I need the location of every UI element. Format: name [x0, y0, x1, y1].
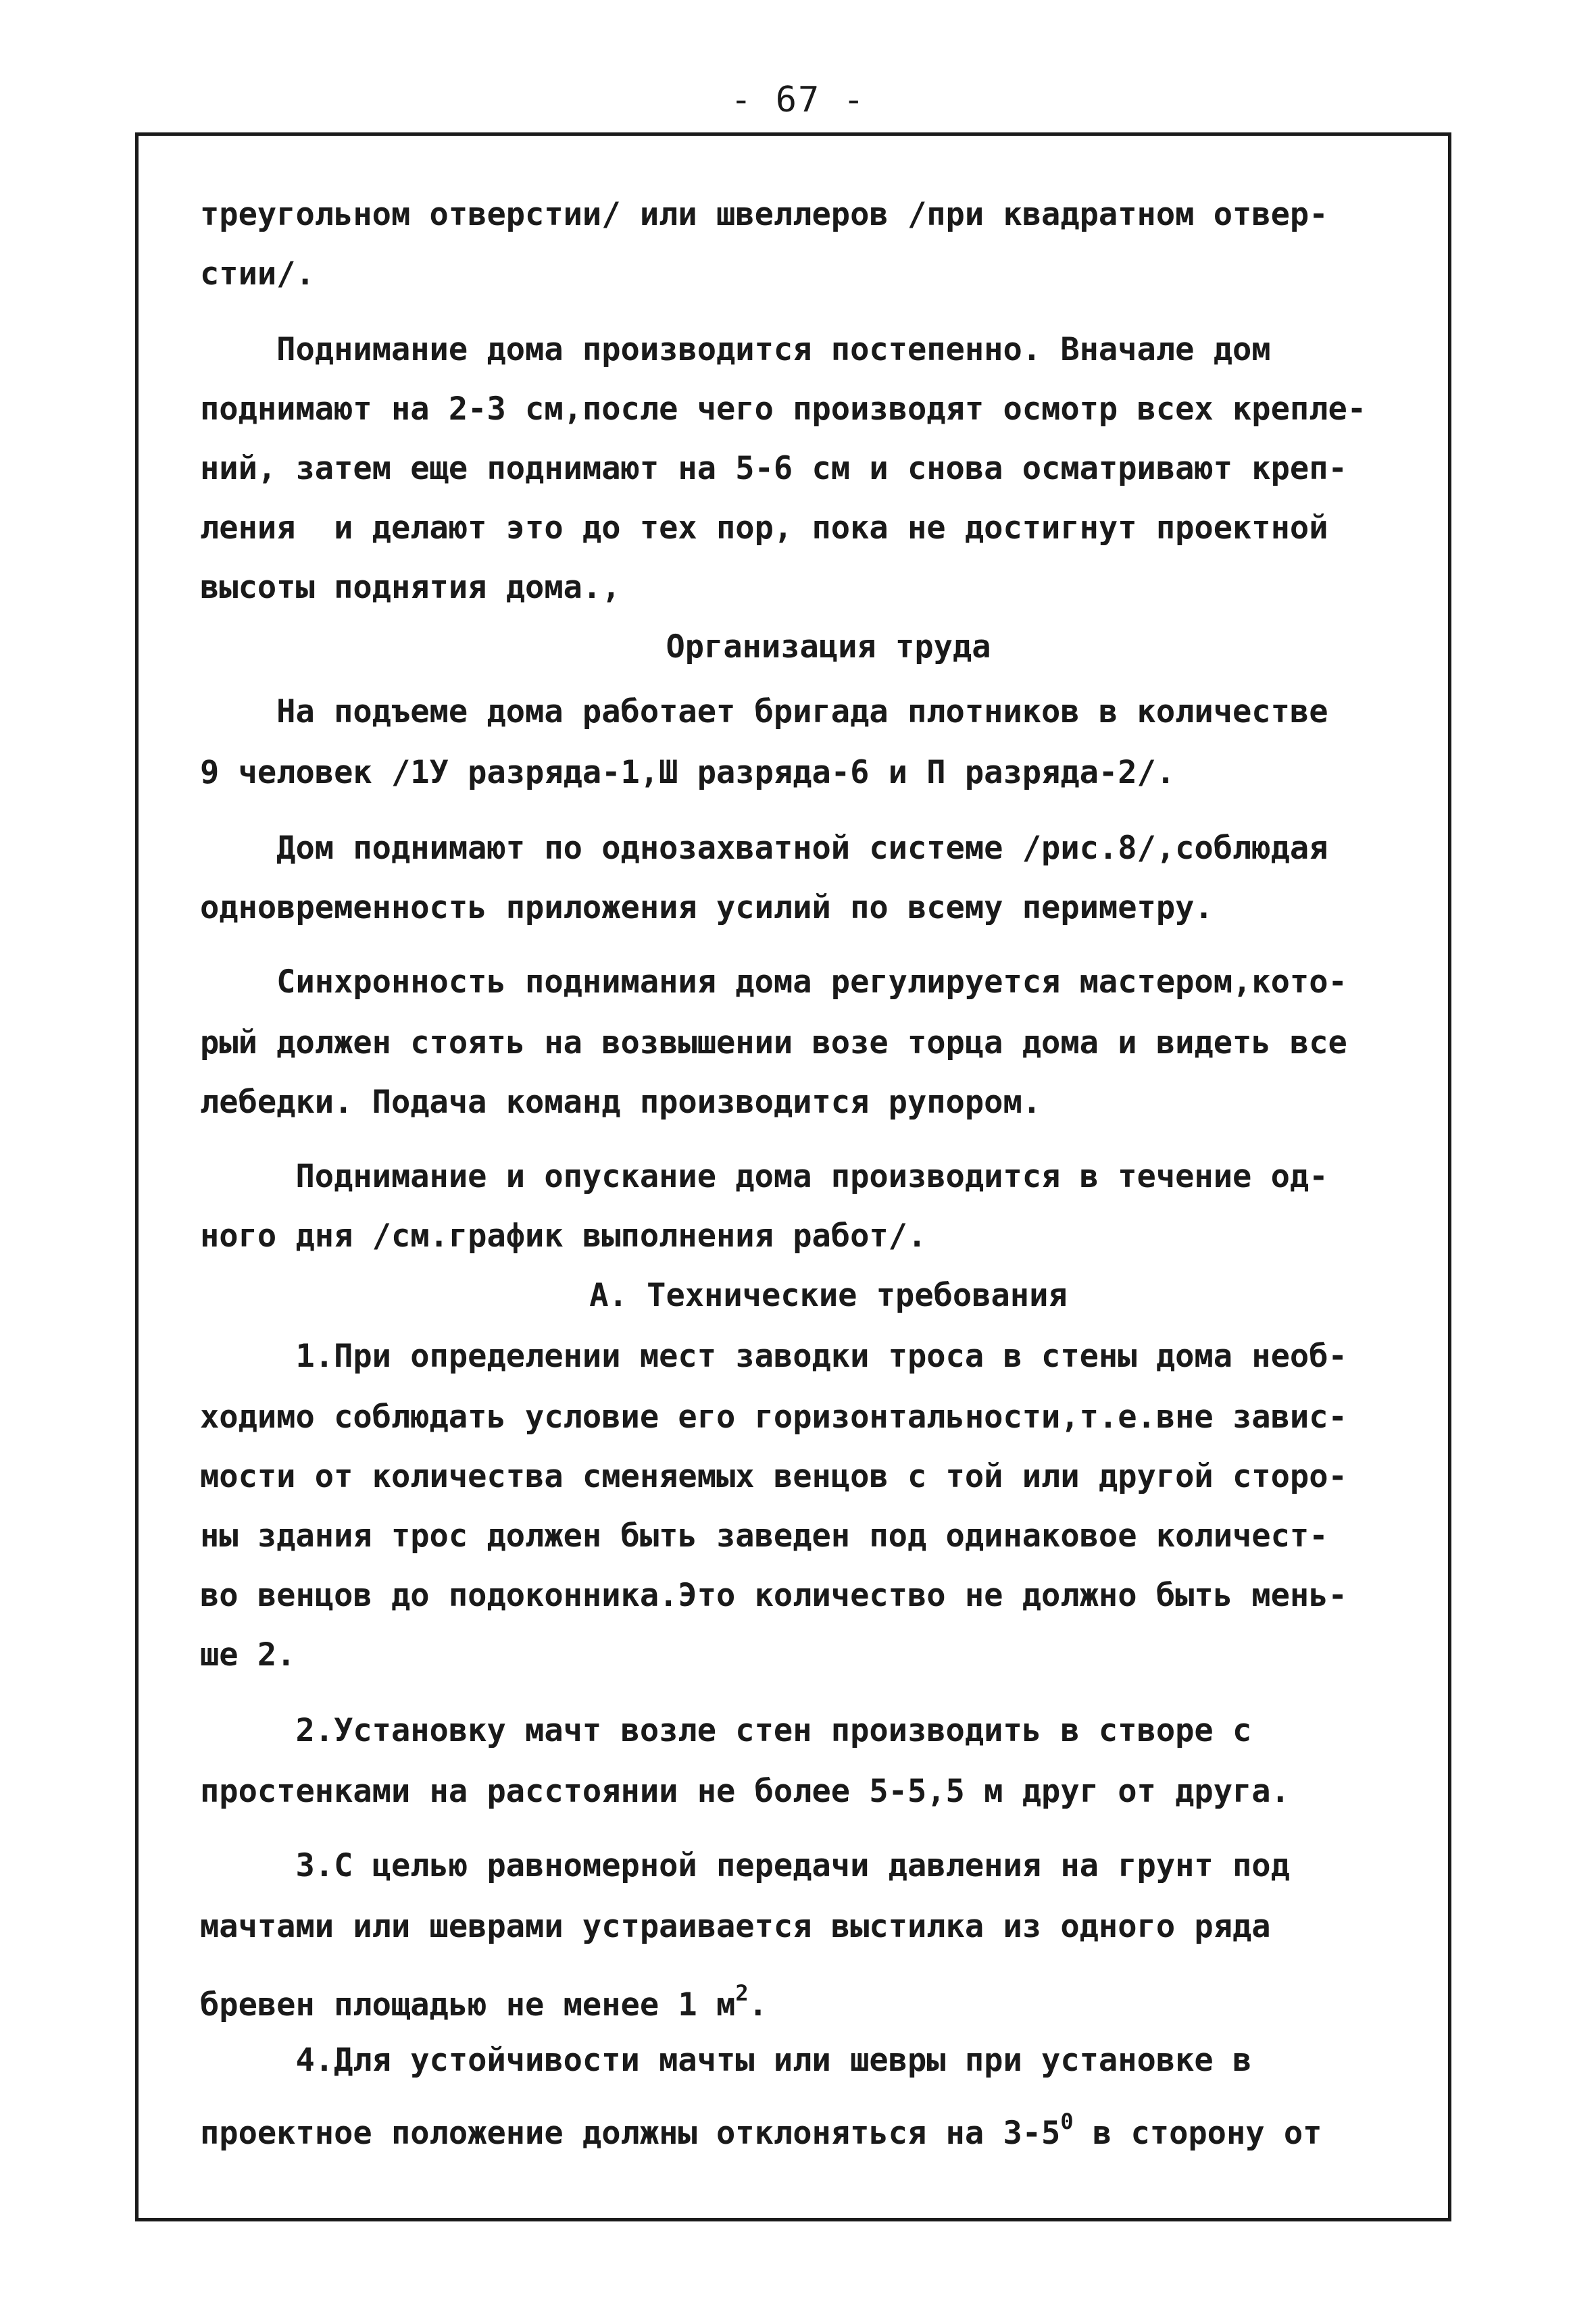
text-line: На подъеме дома работает бригада плотников в количестве — [200, 693, 1328, 730]
text-line: Поднимание и опускание дома производится в течение од- — [200, 1158, 1328, 1195]
text-line: одновременность приложения усилий по всему периметру. — [200, 889, 1214, 926]
text-line: 4.Для устойчивости мачты или шевры при установке в — [200, 2042, 1252, 2079]
text-fragment: в сторону от — [1073, 2115, 1322, 2152]
text-line — [200, 1973, 768, 2026]
text-line: треугольном отверстии/ или швеллеров /при квадратном отвер- — [200, 196, 1328, 233]
text-line: ного дня /см.график выполнения работ/. — [200, 1217, 927, 1255]
text-line: поднимают на 2-3 см,после чего производят осмотр всех крепле- — [200, 391, 1367, 428]
superscript-degree: 0 — [1060, 2109, 1074, 2134]
text-line: 9 человек /1У разряда-1,Ш разряда-6 и П разряда-2/. — [200, 754, 1176, 791]
text-line: мости от количества сменяемых венцов с той или другой сторо- — [200, 1458, 1347, 1495]
text-fragment: проектное положение должны отклоняться на 3-5 — [200, 2115, 1061, 2152]
text-line: Поднимание дома производится постепенно. Вначале дом — [200, 331, 1271, 368]
text-line: Дом поднимают по однозахватной системе /рис.8/,соблюдая — [200, 830, 1328, 867]
text-line: 3.С целью равномерной передачи давления на грунт под — [200, 1847, 1290, 1884]
text-line: ходимо соблюдать условие его горизонтальности,т.е.вне завис- — [200, 1399, 1347, 1436]
text-line: стии/. — [200, 255, 315, 293]
section-heading: Организация труда — [666, 628, 991, 665]
superscript-squared: 2 — [735, 1980, 749, 2006]
text-fragment: . — [748, 1986, 768, 2023]
page-number: - 67 - — [730, 80, 866, 120]
text-line: ний, затем еще поднимают на 5-6 см и снова осматривают креп- — [200, 450, 1347, 487]
text-line: высоты поднятия дома., — [200, 569, 621, 606]
text-line: ны здания трос должен быть заведен под одинаковое количест- — [200, 1517, 1328, 1555]
text-line: ше 2. — [200, 1636, 296, 1674]
text-line: 1.При определении мест заводки троса в стены дома необ- — [200, 1338, 1347, 1375]
text-line: 2.Установку мачт возле стен производить в створе с — [200, 1712, 1252, 1749]
text-line: простенками на расстоянии не более 5-5,5 м друг от друга. — [200, 1773, 1290, 1810]
text-line: Синхронность поднимания дома регулируется мастером,кото- — [200, 963, 1347, 1001]
text-line: во венцов до подоконника.Это количество не должно быть мень- — [200, 1577, 1347, 1614]
text-fragment: бревен площадью не менее 1 м — [200, 1986, 736, 2023]
text-line: мачтами или шеврами устраивается выстилка из одного ряда — [200, 1908, 1271, 1945]
text-line: рый должен стоять на возвышении возе торца дома и видеть все — [200, 1024, 1347, 1061]
section-heading: А. Технические требования — [589, 1277, 1068, 1314]
text-line: ления и делают это до тех пор, пока не достигнут проектной — [200, 509, 1328, 547]
text-line: лебедки. Подача команд производится рупором. — [200, 1084, 1042, 1121]
text-line — [200, 2101, 1322, 2154]
